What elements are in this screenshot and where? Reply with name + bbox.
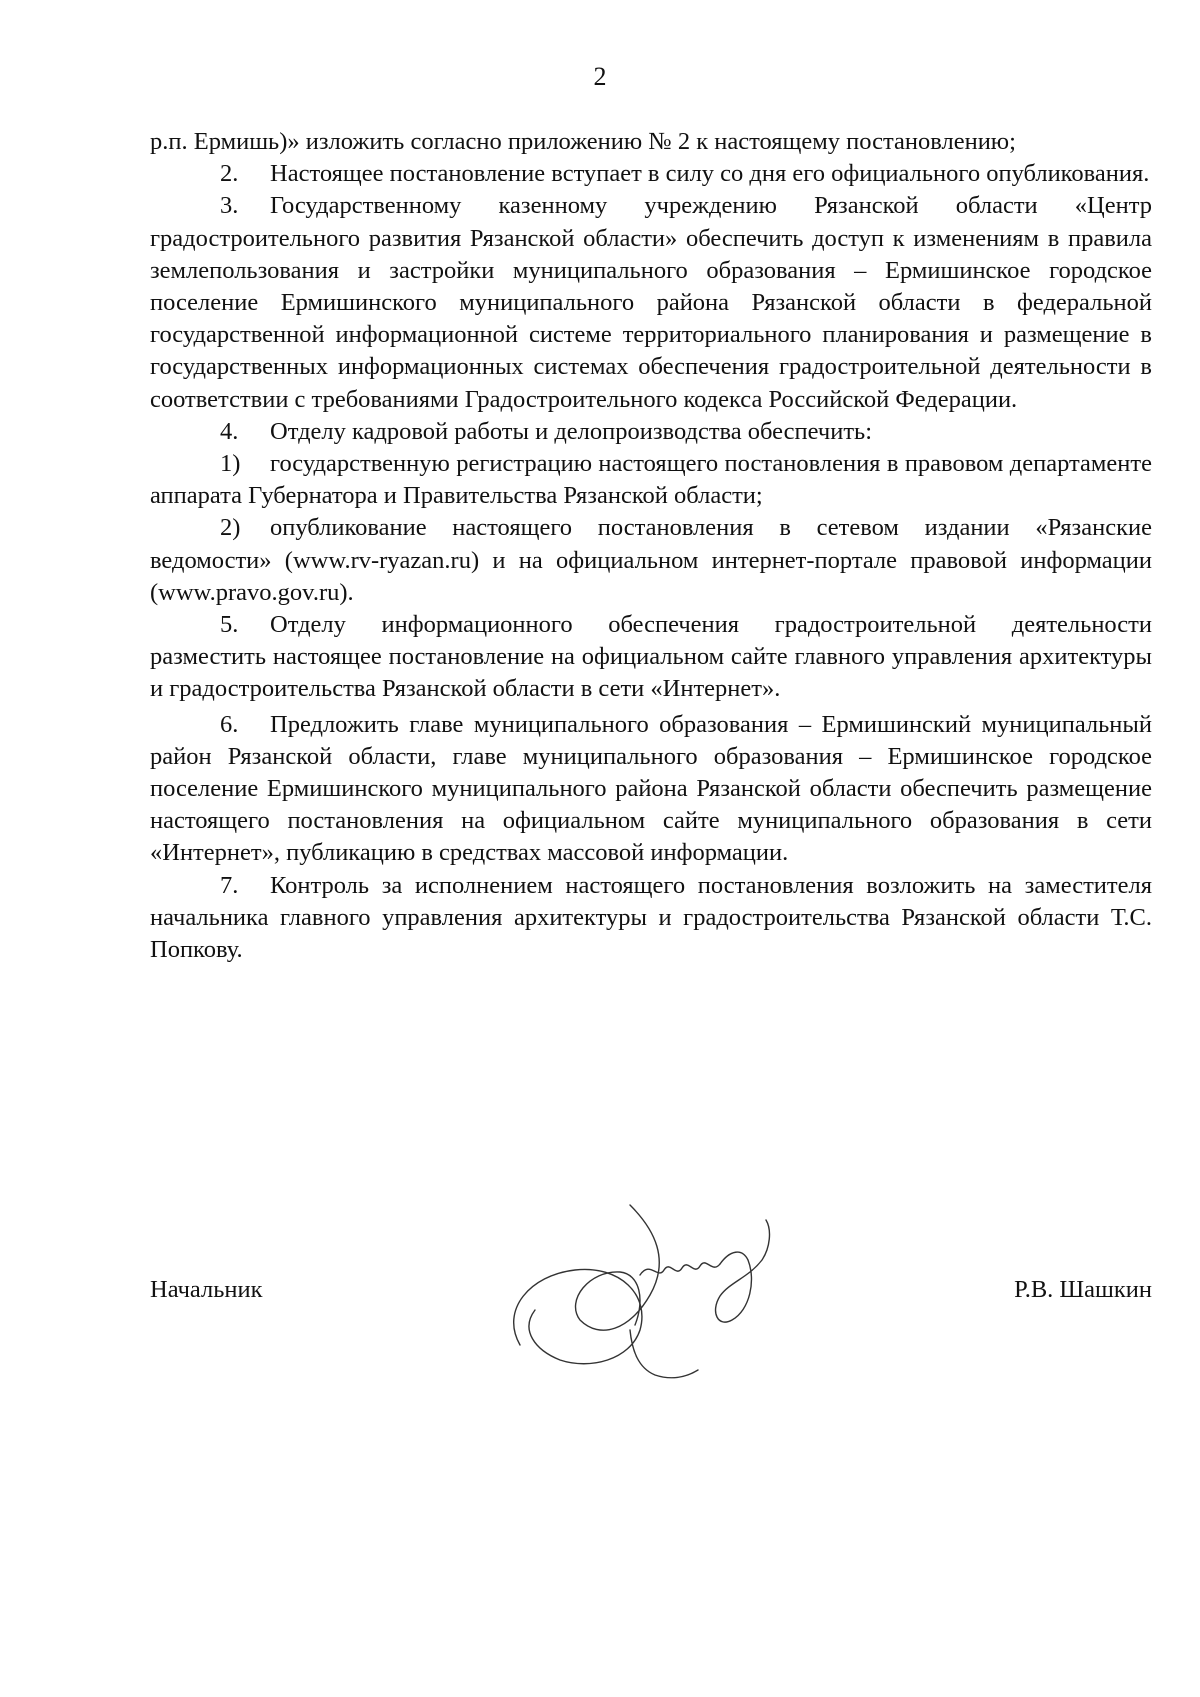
paragraph-3	[150, 190, 1152, 415]
subparagraph-4-1	[150, 448, 1152, 512]
handwritten-signature	[480, 1200, 790, 1380]
paragraph-number: 3.	[220, 192, 239, 220]
paragraph-text: Предложить главе муниципального образования – Ермишинский муниципальный район Рязанской области, главе муниципального образования – Ермишинское городское поселение Ермишинского муниципального района Рязанской области обеспечить размещение настоящего постановления на официальном сайте муниципального образования в сети «Интернет», публикацию в средствах массовой информации.	[150, 710, 1152, 867]
paragraph-6	[150, 709, 1152, 870]
paragraph-text: Государственному казенному учреждению Рязанской области «Центр градостроительного развития Рязанской области» обеспечить доступ к изменениям в правила землепользования и застройки муниципального образования – Ермишинское городское поселение Ермишинского муниципального района Рязанской области в федеральной государственной информационной системе территориального планирования и размещение в государственных информационных системах обеспечения градостроительной деятельности в соответствии с требованиями Градостроительного кодекса Российской Федерации.	[150, 192, 1152, 413]
paragraph-text: Контроль за исполнением настоящего постановления возложить на заместителя начальника главного управления архитектуры и градостроительства Рязанской области Т.С. Попкову.	[150, 871, 1152, 964]
paragraph-number: 4.	[220, 417, 239, 445]
signatory-title: Начальник	[150, 1276, 263, 1303]
paragraph-4	[150, 416, 1152, 448]
page-number: 2	[593, 62, 607, 91]
paragraph-number: 5.	[220, 611, 239, 639]
signatory-name: Р.В. Шашкин	[1014, 1276, 1152, 1303]
paragraph-text: государственную регистрацию настоящего постановления в правовом департаменте аппарата Губернатора и Правительства Рязанской области;	[150, 450, 1152, 510]
paragraph-text: Отделу кадровой работы и делопроизводства обеспечить:	[270, 417, 873, 445]
paragraph-text: опубликование настоящего постановления в сетевом издании «Рязанские ведомости» (www.rv-ryazan.ru) и на официальном интернет-портале правовой информации (www.pravo.gov.ru).	[150, 514, 1152, 606]
paragraph-text: Отделу информационного обеспечения градостроительной деятельности разместить настоящее постановление на официальном сайте главного управления архитектуры и градостроительства Рязанской области в сети «Интернет».	[150, 611, 1152, 703]
paragraph-7	[150, 870, 1152, 967]
paragraph-1-continuation	[150, 126, 1152, 158]
paragraph-5	[150, 609, 1152, 706]
subparagraph-4-2	[150, 512, 1152, 609]
paragraph-text: р.п. Ермишь)» изложить согласно приложению № 2 к настоящему постановлению;	[150, 128, 1016, 155]
paragraph-number: 1)	[220, 450, 241, 478]
paragraph-2	[150, 158, 1152, 190]
signature-block	[150, 1160, 1152, 1320]
paragraph-number: 6.	[220, 710, 239, 738]
paragraph-text: Настоящее постановление вступает в силу со дня его официального опубликования.	[270, 160, 1150, 188]
paragraph-number: 2.	[220, 160, 239, 188]
paragraph-number: 7.	[220, 871, 239, 899]
paragraph-number: 2)	[220, 514, 241, 542]
document-body	[150, 126, 1152, 966]
